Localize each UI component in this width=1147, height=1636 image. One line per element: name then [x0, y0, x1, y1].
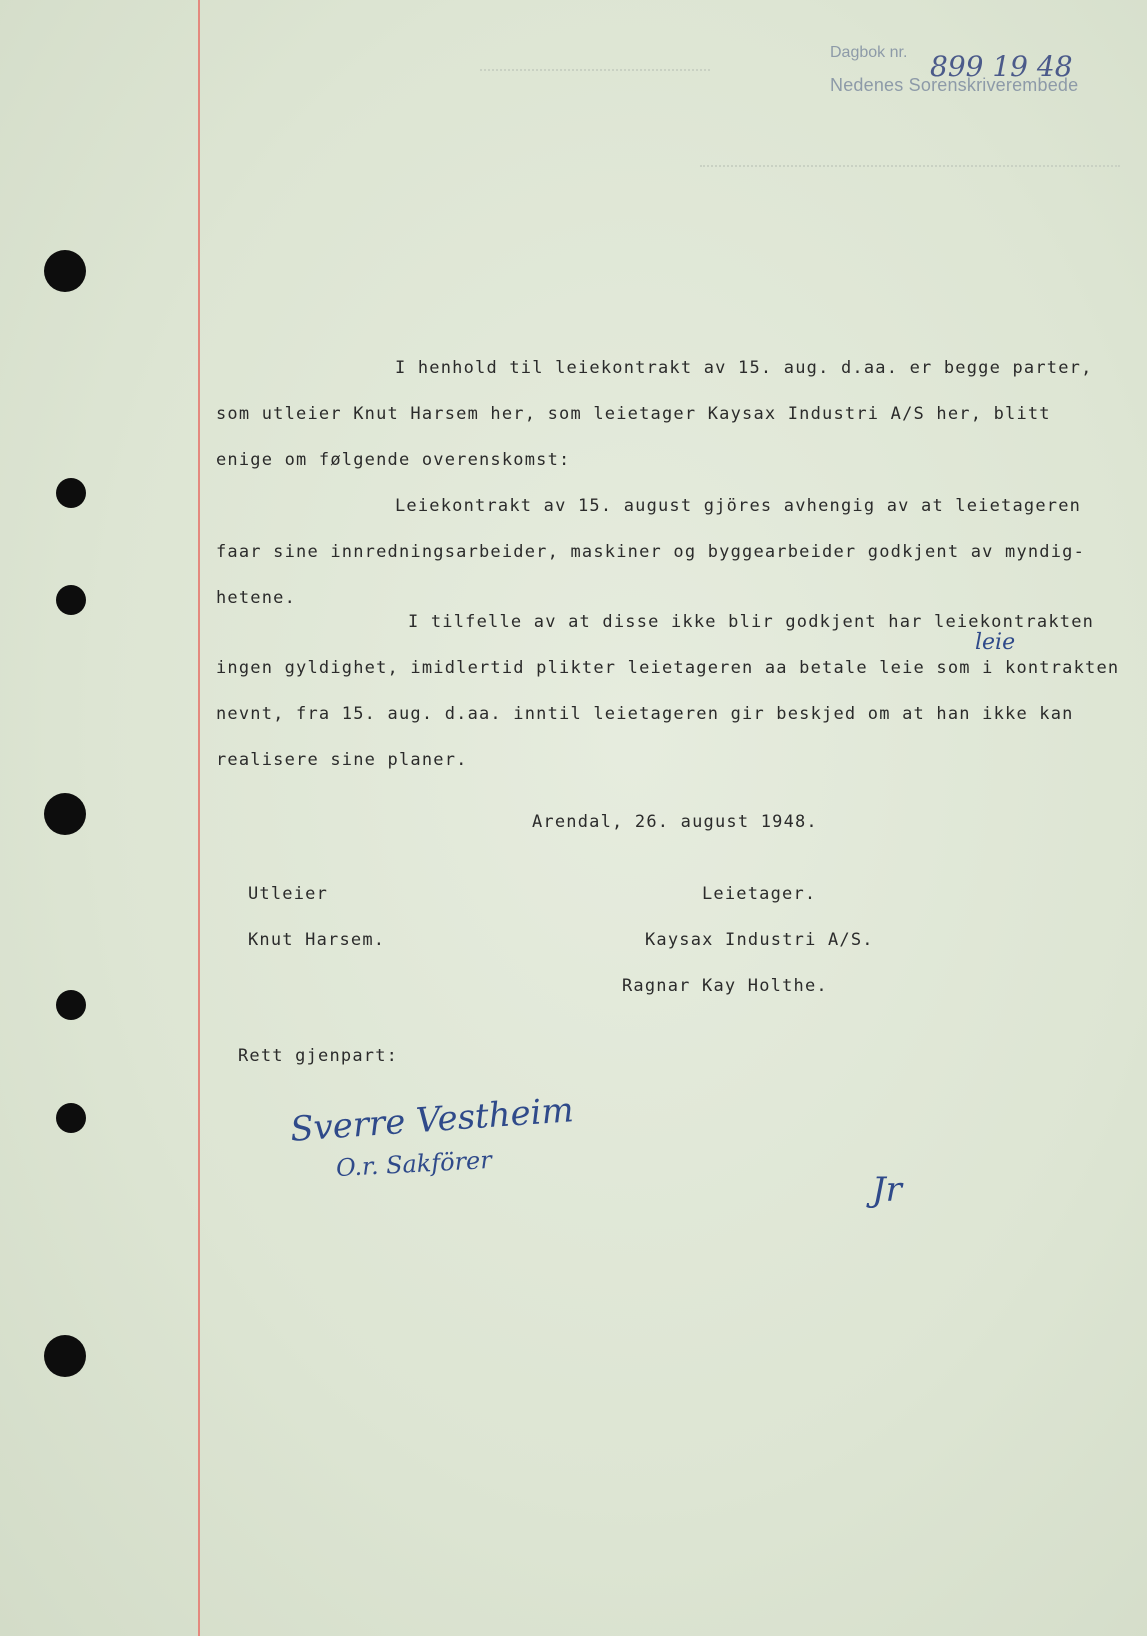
- stamp-label: Dagbok nr.: [830, 44, 908, 61]
- body-line: ingen gyldighet, imidlertid plikter leietageren aa betale leie som i kontrakten: [216, 658, 1120, 678]
- punch-hole: [56, 478, 86, 508]
- body-line: som utleier Knut Harsem her, som leietager Kaysax Industri A/S her, blitt: [216, 404, 1051, 424]
- stamp-entry-number: 899 19 48: [930, 50, 1073, 83]
- punch-hole: [56, 990, 86, 1020]
- body-line: hetene.: [216, 588, 297, 608]
- handwritten-title: O.r. Sakförer: [335, 1145, 493, 1183]
- lessor-name: Knut Harsem.: [248, 930, 386, 950]
- handwritten-signature: Sverre Vestheim: [288, 1090, 575, 1150]
- lessee-role: Leietager.: [702, 884, 817, 904]
- lessor-role: Utleier: [248, 884, 329, 904]
- body-line: nevnt, fra 15. aug. d.aa. inntil leietageren gir beskjed om at han ikke kan: [216, 704, 1074, 724]
- bleed-through-mark: [700, 155, 1120, 167]
- body-line: Leiekontrakt av 15. august gjöres avhengig av at leietageren: [395, 496, 1082, 516]
- margin-rule: [198, 0, 200, 1636]
- lessee-signatory: Ragnar Kay Holthe.: [622, 976, 828, 996]
- certification-label: Rett gjenpart:: [238, 1046, 399, 1066]
- punch-hole: [44, 793, 86, 835]
- body-line: I tilfelle av at disse ikke blir godkjent har leiekontrakten: [408, 612, 1095, 632]
- handwritten-initials: Jr: [872, 1170, 902, 1210]
- punch-hole: [56, 1103, 86, 1133]
- punch-hole: [44, 1335, 86, 1377]
- body-line: enige om følgende overenskomst:: [216, 450, 571, 470]
- handwritten-insertion: leie: [975, 630, 1016, 655]
- body-line: I henhold til leiekontrakt av 15. aug. d.aa. er begge parter,: [395, 358, 1093, 378]
- lessee-company: Kaysax Industri A/S.: [645, 930, 874, 950]
- place-date: Arendal, 26. august 1948.: [532, 812, 818, 832]
- bleed-through-mark: [480, 55, 710, 71]
- body-line: realisere sine planer.: [216, 750, 468, 770]
- stamp-office: Nedenes Sorenskriverembede: [830, 75, 1079, 95]
- punch-hole: [44, 250, 86, 292]
- body-line: faar sine innredningsarbeider, maskiner og byggearbeider godkjent av myndig-: [216, 542, 1086, 562]
- punch-hole: [56, 585, 86, 615]
